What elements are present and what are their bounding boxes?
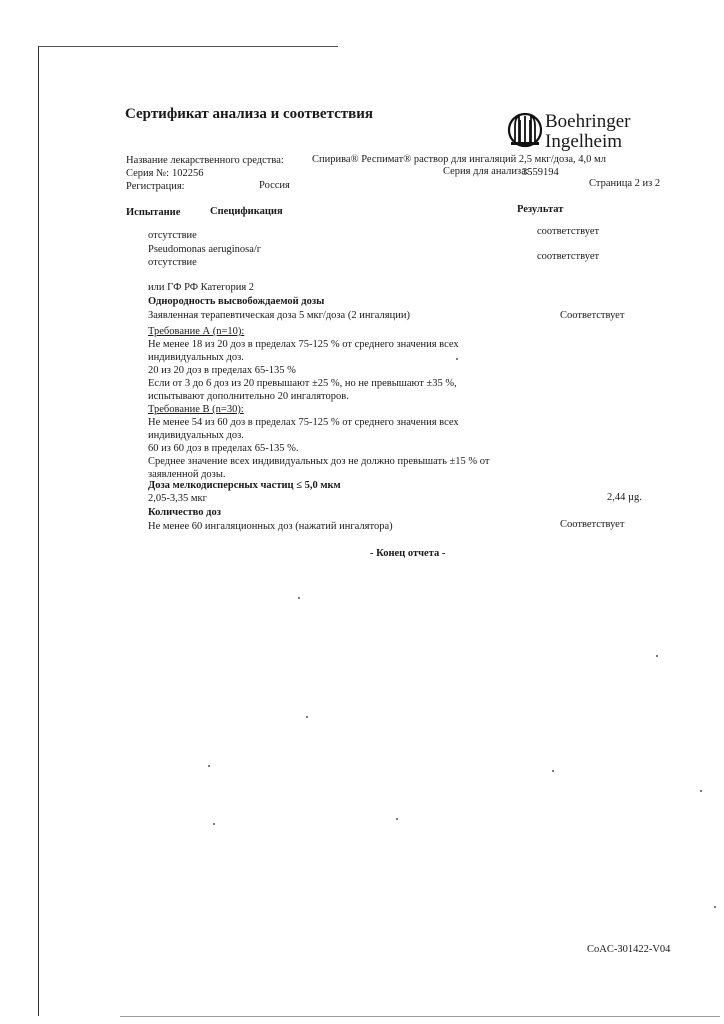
r1-spec: отсутствие [148,230,197,241]
dose-count-title: Количество доз [148,507,221,518]
requirement-b: Требование В (n=30): [148,404,244,415]
dose-count-result: Соответствует [560,519,625,530]
logo-line1: Boehringer [545,111,631,132]
scan-speck [456,358,458,360]
scan-speck [700,790,702,792]
page-edge-left [38,46,39,1016]
header-spec: Спецификация [210,206,283,217]
scan-speck [396,818,398,820]
scan-speck [714,906,716,908]
header-result: Результат [517,204,564,215]
req-b-line5: заявленной дозы. [148,469,226,480]
dose-count-spec: Не менее 60 ингаляционных доз (нажатий ингалятора) [148,521,393,532]
batch-value: 102256 [172,168,204,179]
req-b-line2: индивидуальных доз. [148,430,244,441]
fine-particle-title: Доза мелкодисперсных частиц ≤ 5,0 мкм [148,480,341,491]
scan-speck [213,823,215,825]
page-edge-top [38,46,338,47]
scan-speck [208,765,210,767]
req-a-line3: 20 из 20 доз в пределах 65-135 % [148,365,296,376]
req-b-line3: 60 из 60 доз в пределах 65-135 %. [148,443,299,454]
registration-value: Россия [259,180,290,191]
document-code: CoAC-301422-V04 [587,944,671,955]
req-a-line2: индивидуальных доз. [148,352,244,363]
req-a-line4: Если от 3 до 6 доз из 20 превышают ±25 %, но не превышают ±35 %, [148,378,457,389]
fine-particle-result: 2,44 µg. [607,492,642,503]
drug-name-label: Название лекарственного средства: [126,155,284,166]
page-number: Страница 2 из 2 [589,178,661,189]
r2-spec-a: Pseudomonas aeruginosa/г [148,244,262,255]
req-a-line5: испытывают дополнительно 20 ингаляторов. [148,391,349,402]
gf-category: или ГФ РФ Категория 2 [148,282,255,293]
page-edge-bottom [120,1016,720,1017]
page-title: Сертификат анализа и соответствия [125,106,374,122]
req-a-line1: Не менее 18 из 20 доз в пределах 75-125 % от среднего значения всех [148,339,459,350]
r2-spec-b: отсутствие [148,257,197,268]
r2-result: соответствует [537,251,600,262]
scan-speck [552,770,554,772]
drug-name-value: Спирива® Респимат® раствор для ингаляций 2,5 мкг/доза, 4,0 мл [312,154,606,165]
req-b-line4: Среднее значение всех индивидуальных доз не должно превышать ±15 % от [148,456,490,467]
req-b-line1: Не менее 54 из 60 доз в пределах 75-125 % от среднего значения всех [148,417,459,428]
analysis-batch-label: Серия для анализа: [443,166,529,177]
analysis-batch-value: 3559194 [522,167,559,178]
requirement-a: Требование А (n=10): [148,326,245,337]
fine-particle-spec: 2,05-3,35 мкг [148,493,207,504]
logo-line2: Ingelheim [545,131,623,152]
scan-speck [656,655,658,657]
header-test: Испытание [126,207,181,218]
uniformity-title: Однородность высвобождаемой дозы [148,296,325,307]
registration-label: Регистрация: [126,181,185,192]
uniformity-declared: Заявленная терапевтическая доза 5 мкг/доза (2 ингаляции) [148,310,410,321]
batch-label: Серия №: [126,168,170,179]
end-of-report: - Конец отчета - [370,548,446,559]
r1-result: соответствует [537,226,600,237]
uniformity-result: Соответствует [560,310,625,321]
scan-speck [298,597,300,599]
scan-speck [306,716,308,718]
